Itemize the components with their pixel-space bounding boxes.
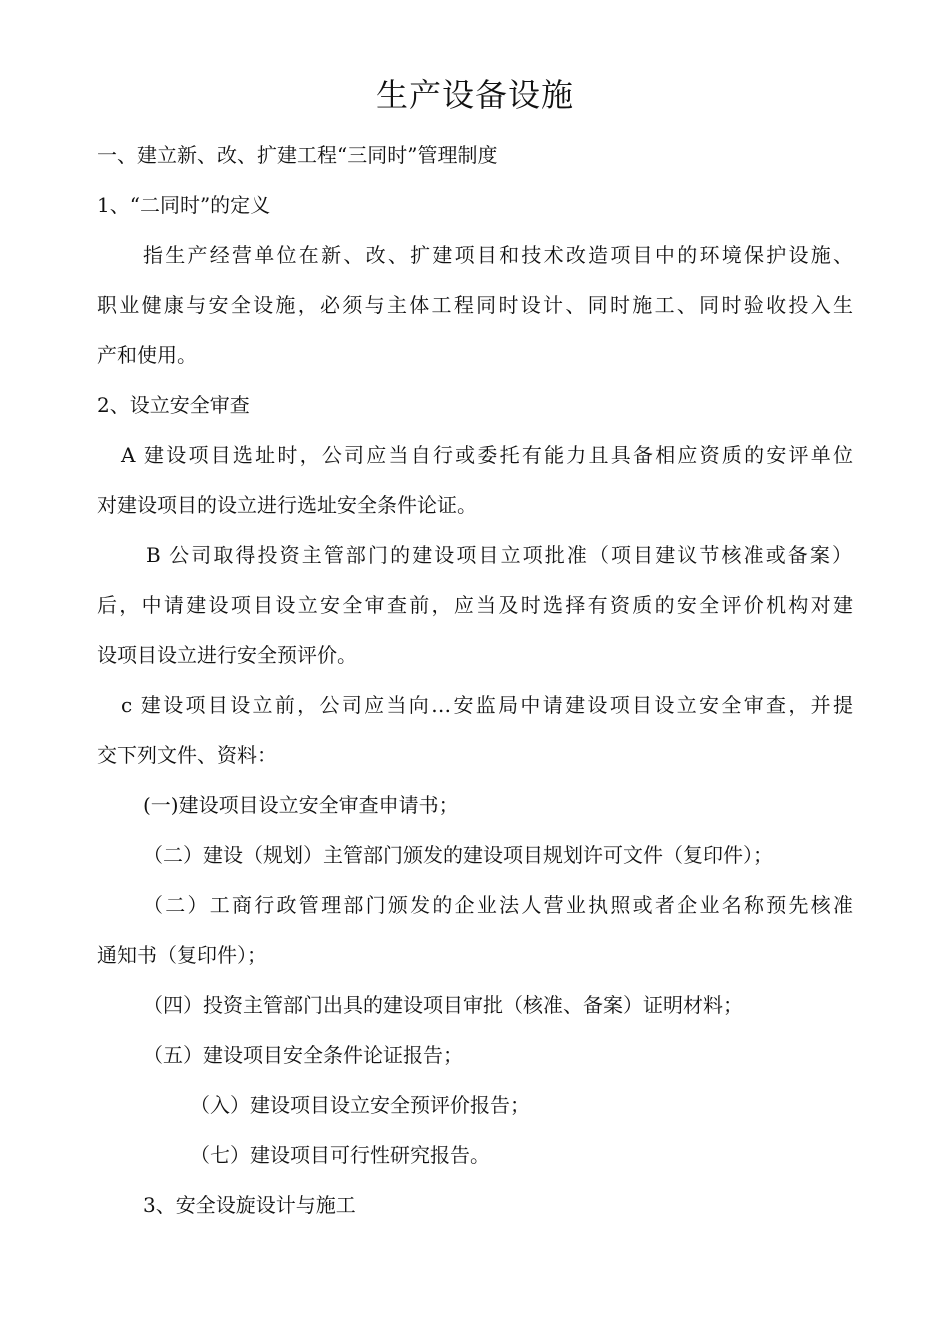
paragraph-line: 对建设项目的设立进行选址安全条件论证。 <box>97 493 477 517</box>
subsection-heading: 1、“二同时”的定义 <box>97 193 271 217</box>
paragraph-line: 设项目设立进行安全预评价。 <box>97 643 357 667</box>
section-heading: 一、建立新、改、扩建工程“三同时”管理制度 <box>97 143 498 167</box>
subsection-heading: 3、安全设旋设计与施工 <box>143 1193 356 1217</box>
paragraph-line: 后，中请建设项目设立安全审查前，应当及时选择有资质的安全评价机构对建 <box>97 593 853 617</box>
paragraph-line: A 建设项目选址时，公司应当自行或委托有能力且具备相应资质的安评单位 <box>121 443 853 467</box>
list-item: （五）建设项目安全条件论证报告； <box>143 1043 463 1067</box>
list-item: （二）工商行政管理部门颁发的企业法人营业执照或者企业名称预先核准 <box>143 893 853 917</box>
list-item-continuation: 通知书（复印件）； <box>97 943 267 967</box>
paragraph-line: 产和使用。 <box>97 343 197 367</box>
paragraph-line: B 公司取得投资主管部门的建设项目立项批准（项目建议节核准或备案） <box>146 543 852 567</box>
list-item: （二）建设（规划）主管部门颁发的建设项目规划许可文件（复印件）； <box>143 843 773 867</box>
paragraph-line: 交下列文件、资料： <box>97 743 277 767</box>
paragraph-line: 职业健康与安全设施，必须与主体工程同时设计、同时施工、同时验收投入生 <box>97 293 853 317</box>
list-item: （四）投资主管部门出具的建设项目审批（核准、备案）证明材料； <box>143 993 743 1017</box>
list-item: （入）建设项目设立安全预评价报告； <box>190 1093 530 1117</box>
list-item: （七）建设项目可行性研究报告。 <box>190 1143 490 1167</box>
page-title: 生产设备设施 <box>375 76 574 114</box>
paragraph-line: 指生产经营单位在新、改、扩建项目和技术改造项目中的环境保护设施、 <box>143 243 853 267</box>
subsection-heading: 2、设立安全审查 <box>97 393 250 417</box>
list-item: (一)建设项目设立安全审查申请书； <box>143 793 459 817</box>
paragraph-line: c 建设项目设立前，公司应当向…安监局中请建设项目设立安全审查，并提 <box>121 693 853 717</box>
